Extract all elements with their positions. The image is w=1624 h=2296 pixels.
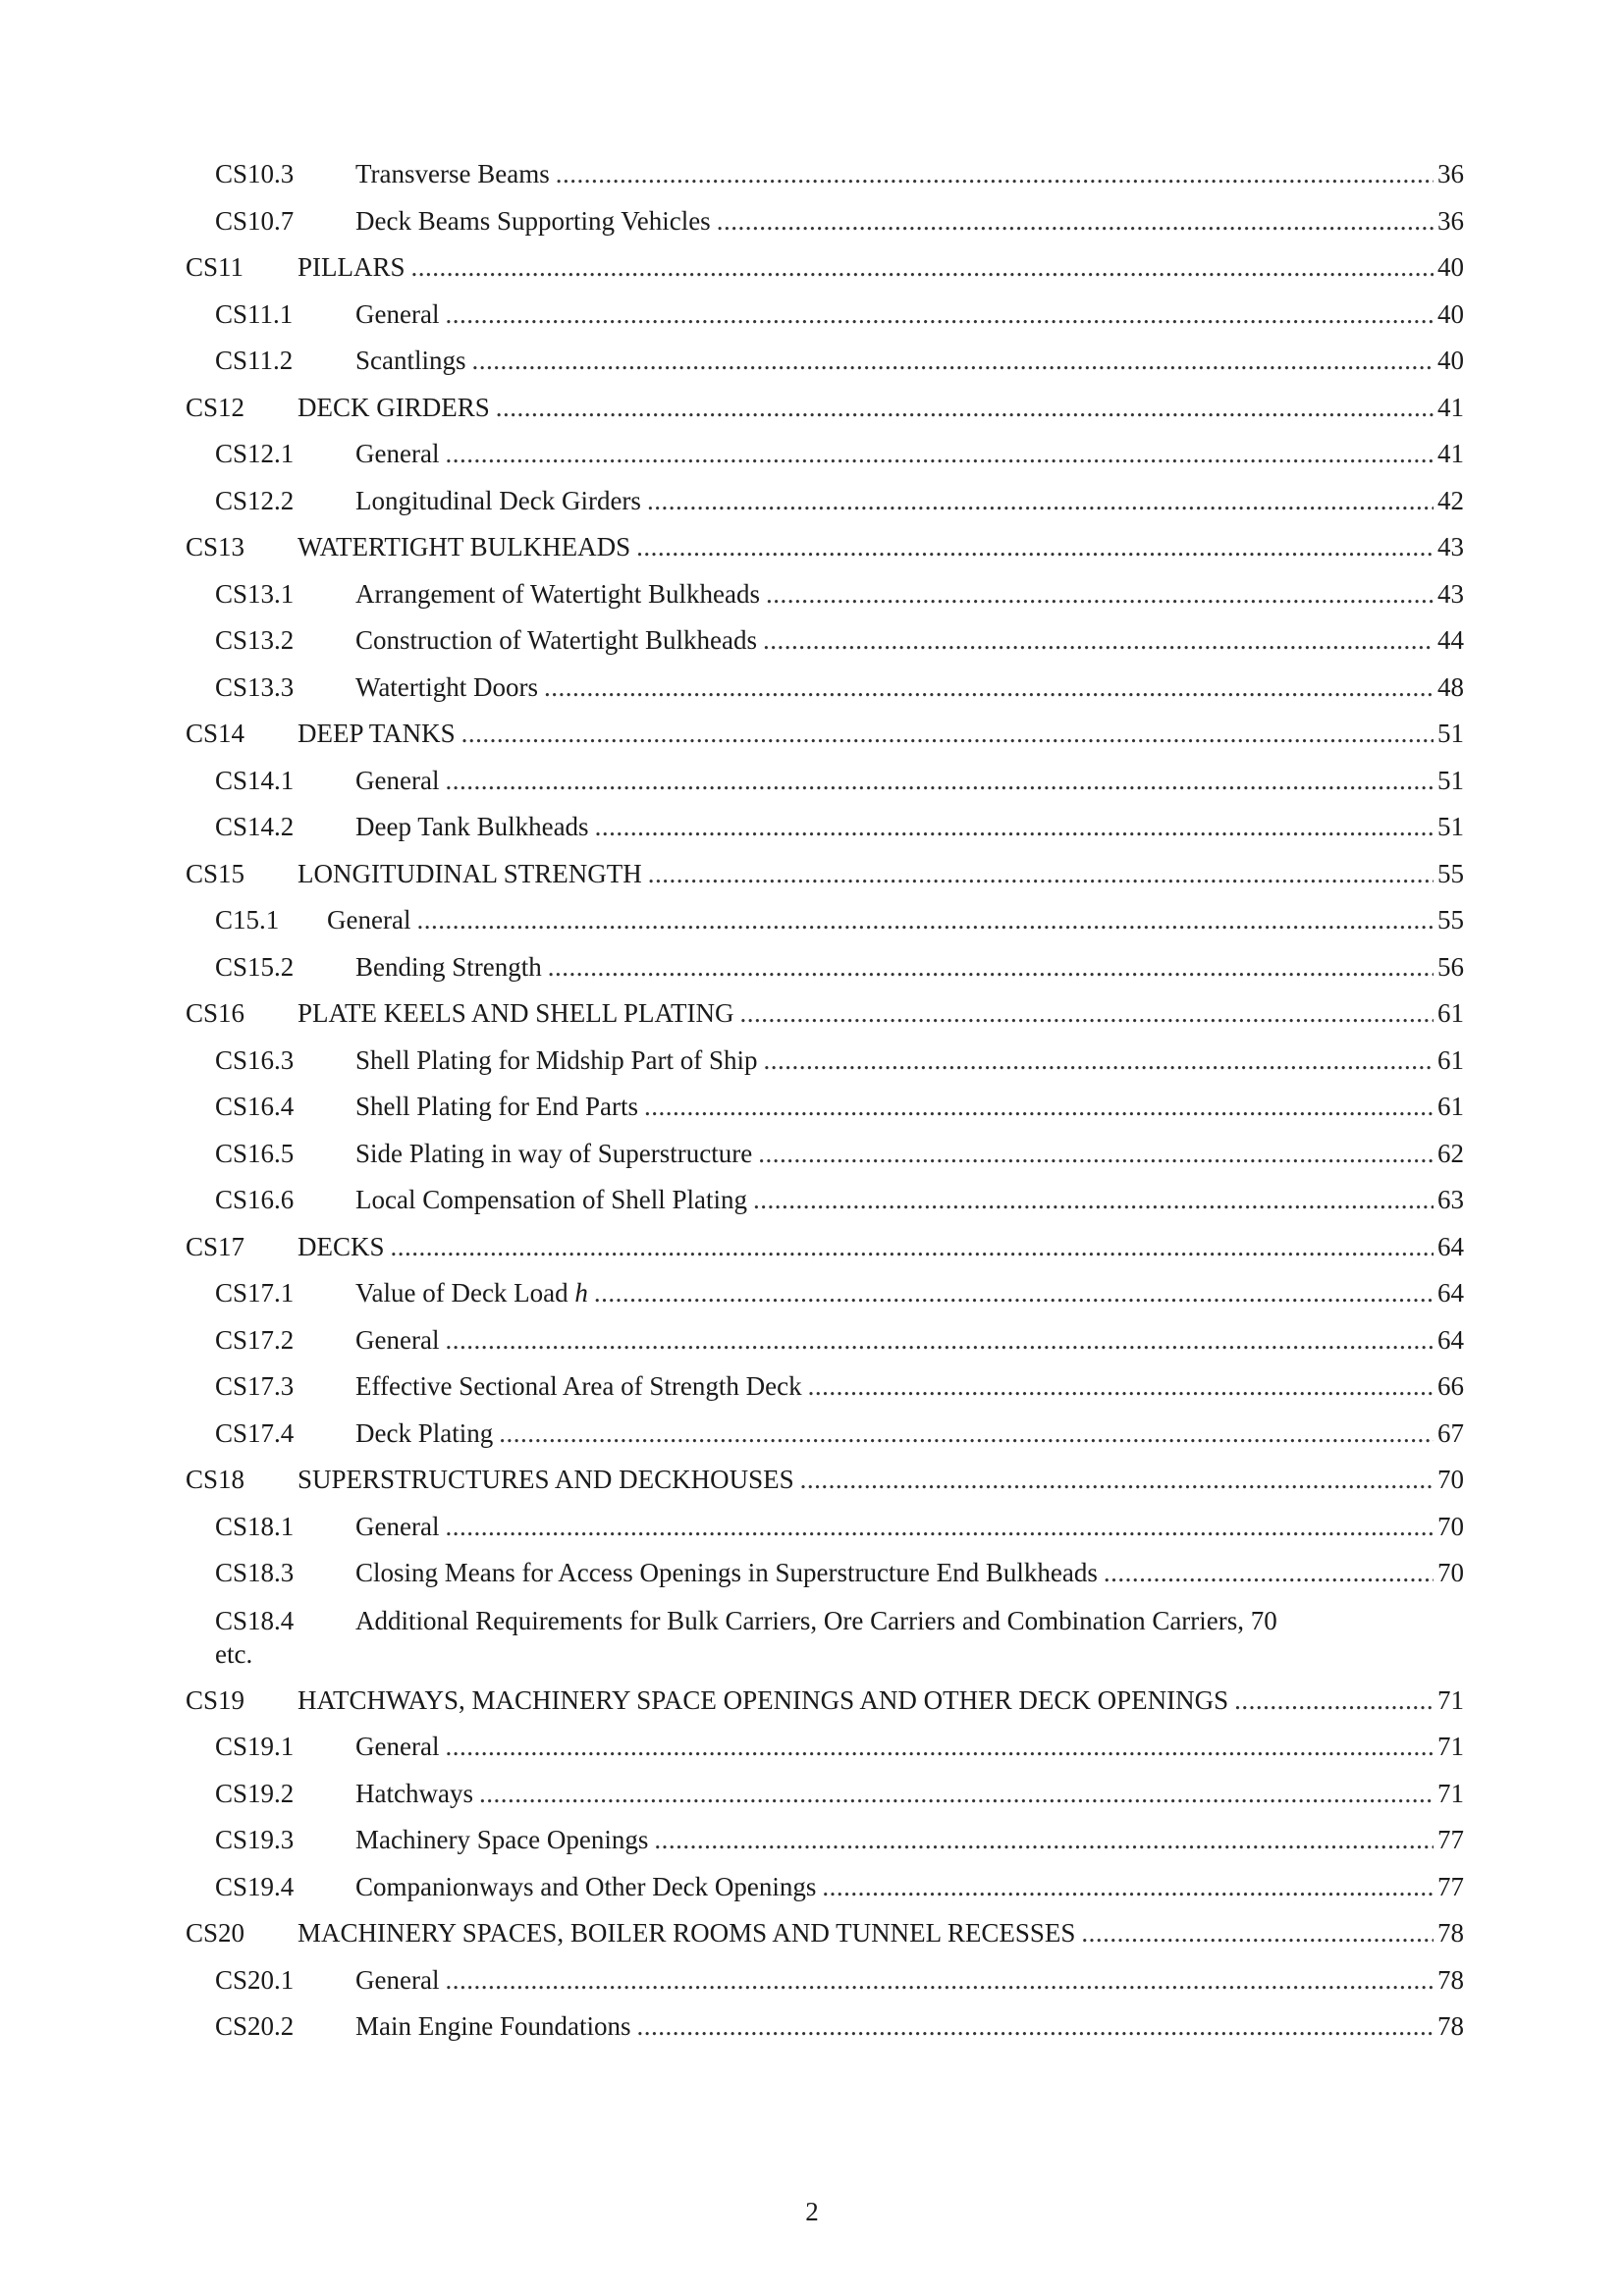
toc-dot-leader: [766, 571, 1434, 618]
toc-entry-title: Transverse Beams: [355, 159, 550, 188]
toc-entry-number: CS16.6: [215, 1185, 295, 1214]
toc-entry-number: CS11: [186, 252, 244, 282]
toc-entry-page: 41: [1437, 392, 1464, 422]
toc-section-entry[interactable]: [0, 617, 1624, 665]
toc-entry-title: Watertight Doors: [355, 671, 539, 702]
toc-dot-leader: [499, 1411, 1434, 1458]
toc-entry-title: Shell Plating for Midship Part of Ship: [355, 1044, 758, 1075]
toc-dot-leader: [636, 2003, 1434, 2051]
toc-entry-number: CS18.4 etc.: [215, 1605, 295, 1669]
toc-dot-leader: [654, 1817, 1434, 1864]
toc-chapter-entry[interactable]: [0, 851, 1624, 898]
toc-entry-title: Value of Deck Load h: [355, 1278, 588, 1308]
toc-entry-title: General: [355, 1324, 440, 1355]
toc-entry-number: CS14.1: [215, 765, 295, 795]
toc-entry-body: [355, 1084, 1464, 1131]
toc-entry-number: CS19.3: [215, 1825, 295, 1854]
toc-dot-leader: [636, 524, 1434, 571]
toc-dot-leader: [461, 711, 1434, 758]
toc-entry-body: [355, 431, 1464, 478]
toc-entry-title: General: [355, 298, 440, 329]
toc-section-entry[interactable]: [0, 1411, 1624, 1458]
toc-entry-title: Arrangement of Watertight Bulkheads: [355, 578, 760, 609]
toc-entry-body: [355, 944, 1464, 991]
toc-entry-title: Bending Strength: [355, 951, 542, 982]
toc-entry-page: 55: [1437, 905, 1464, 934]
toc-entry-page: 51: [1437, 765, 1464, 795]
toc-chapter-entry[interactable]: [0, 244, 1624, 292]
toc-chapter-entry[interactable]: [0, 1457, 1624, 1504]
toc-dot-leader: [594, 1270, 1434, 1317]
toc-entry-number: CS16.4: [215, 1092, 295, 1121]
toc-entry-title: Hatchways: [355, 1778, 473, 1808]
toc-dot-leader: [391, 1224, 1434, 1271]
toc-entry-number: CS14: [186, 719, 245, 748]
toc-chapter-entry[interactable]: [0, 1678, 1624, 1725]
toc-entry-number: CS12.2: [215, 485, 295, 515]
toc-entry-title: PLATE KEELS AND SHELL PLATING: [298, 998, 734, 1028]
toc-dot-leader: [758, 1131, 1434, 1178]
toc-entry-page: 51: [1437, 719, 1464, 748]
toc-entry-number: CS17.2: [215, 1324, 295, 1355]
toc-dot-leader: [445, 758, 1434, 805]
toc-entry-page: 43: [1437, 532, 1464, 561]
toc-entry-number: CS12.1: [215, 439, 295, 468]
toc-entry-number: CS13.2: [215, 625, 295, 655]
toc-entry-number: CS16.5: [215, 1138, 295, 1168]
toc-dot-leader: [764, 1038, 1434, 1085]
toc-entry-body: [298, 524, 1464, 571]
toc-dot-leader: [445, 1317, 1434, 1364]
toc-entry-body: [355, 1177, 1464, 1224]
toc-entry-title: General: [327, 905, 411, 934]
toc-entry-title: SUPERSTRUCTURES AND DECKHOUSES: [298, 1465, 794, 1494]
toc-entry-number: CS10.3: [215, 159, 295, 188]
toc-entry-body: [298, 1457, 1464, 1504]
toc-entry-page: 71: [1437, 1778, 1464, 1808]
toc-entry-body: [355, 478, 1464, 525]
toc-dot-leader: [445, 431, 1434, 478]
toc-dot-leader: [445, 1504, 1434, 1551]
toc-dot-leader: [544, 665, 1434, 712]
toc-entry-number: CS11.2: [215, 346, 294, 375]
toc-entry-title: General: [355, 1511, 440, 1541]
toc-entry-number: CS13.3: [215, 671, 295, 702]
toc-section-entry[interactable]: [0, 1038, 1624, 1085]
toc-entry-title: MACHINERY SPACES, BOILER ROOMS AND TUNNEL RECESSES: [298, 1918, 1076, 1948]
toc-entry-page: 43: [1437, 578, 1464, 609]
toc-entry-title: General: [355, 765, 440, 795]
toc-section-entry[interactable]: [0, 1864, 1624, 1911]
toc-entry-body: [298, 711, 1464, 758]
toc-dot-leader: [411, 244, 1434, 292]
toc-entry-page: 64: [1437, 1231, 1464, 1261]
toc-entry-page: 63: [1437, 1185, 1464, 1214]
toc-section-entry[interactable]: [0, 804, 1624, 851]
toc-section-entry[interactable]: [0, 1084, 1624, 1131]
toc-entry-body: [355, 1724, 1464, 1771]
toc-entry-page: 77: [1437, 1825, 1464, 1854]
toc-dot-leader: [472, 338, 1435, 385]
toc-entry-body: [355, 804, 1464, 851]
toc-entry-page: 55: [1437, 858, 1464, 888]
toc-entry-body: [355, 1550, 1464, 1597]
toc-entry-title: Effective Sectional Area of Strength Deck: [355, 1371, 802, 1401]
toc-entry-number: CS18: [186, 1465, 245, 1494]
toc-section-entry[interactable]: [0, 758, 1624, 805]
toc-section-entry[interactable]: [0, 1817, 1624, 1864]
toc-entry-body: [355, 1038, 1464, 1085]
toc-entry-body: [327, 897, 1464, 944]
toc-entry-number: CS17: [186, 1231, 245, 1261]
toc-entry-number: CS14.2: [215, 812, 295, 841]
toc-dot-leader: [445, 1724, 1434, 1771]
toc-entry-body: [355, 292, 1464, 339]
toc-dot-leader: [753, 1177, 1434, 1224]
toc-entry-title: Companionways and Other Deck Openings: [355, 1871, 817, 1901]
toc-entry-number: CS20: [186, 1918, 245, 1948]
toc-section-entry[interactable]: [0, 1363, 1624, 1411]
toc-section-entry[interactable]: [0, 1504, 1624, 1551]
toc-dot-leader: [416, 897, 1434, 944]
toc-entry-title: WATERTIGHT BULKHEADS: [298, 532, 631, 561]
toc-dot-leader: [822, 1864, 1434, 1911]
toc-entry-page: 51: [1437, 812, 1464, 841]
toc-entry-body: [355, 1363, 1464, 1411]
toc-entry-number: CS18.1: [215, 1511, 295, 1541]
toc-entry-body: [355, 1817, 1464, 1864]
toc-dot-leader: [800, 1457, 1434, 1504]
toc-entry-body: [355, 1270, 1464, 1317]
toc-section-entry[interactable]: [0, 1317, 1624, 1364]
deck-load-symbol: h: [574, 1278, 588, 1308]
toc-entry-number: CS15.2: [215, 951, 295, 982]
toc-entry-body: [355, 1317, 1464, 1364]
toc-entry-page: 67: [1437, 1417, 1464, 1448]
toc-entry-number: CS19.1: [215, 1732, 295, 1761]
toc-entry-title: Scantlings: [355, 346, 466, 375]
toc-entry-body: [298, 851, 1464, 898]
toc-entry-body: [355, 758, 1464, 805]
toc-entry-page: 36: [1437, 205, 1464, 236]
toc-entry-body: [355, 617, 1464, 665]
toc-entry-body: [355, 338, 1464, 385]
toc-entry-title: Deck Beams Supporting Vehicles: [355, 205, 711, 236]
toc-entry-number: CS20.2: [215, 2011, 295, 2041]
table-of-contents: [0, 151, 1624, 2051]
toc-entry-title: HATCHWAYS, MACHINERY SPACE OPENINGS AND OTHER DECK OPENINGS: [298, 1684, 1229, 1715]
toc-entry-title: PILLARS: [298, 252, 406, 282]
toc-entry-page: 40: [1437, 252, 1464, 282]
toc-entry-page: 66: [1437, 1371, 1464, 1401]
toc-entry-number: CS20.1: [215, 1964, 295, 1995]
toc-entry-body: [298, 385, 1464, 432]
toc-entry-title: Deep Tank Bulkheads: [355, 812, 589, 841]
toc-section-entry[interactable]: [0, 292, 1624, 339]
toc-entry-number: CS19: [186, 1684, 245, 1715]
toc-entry-title: DECK GIRDERS: [298, 392, 490, 422]
toc-entry-title: Local Compensation of Shell Plating: [355, 1185, 747, 1214]
toc-entry-page: 40: [1437, 346, 1464, 375]
toc-section-entry[interactable]: [0, 1270, 1624, 1317]
toc-section-entry[interactable]: [0, 1771, 1624, 1818]
toc-entry-body: [355, 2003, 1464, 2051]
toc-entry-title: Machinery Space Openings: [355, 1825, 649, 1854]
toc-section-entry[interactable]: [0, 944, 1624, 991]
toc-entry-number: CS19.2: [215, 1778, 295, 1808]
toc-entry-number: CS18.3: [215, 1558, 295, 1587]
toc-entry-title: Main Engine Foundations: [355, 2011, 631, 2041]
toc-section-entry[interactable]: [0, 1177, 1624, 1224]
toc-entry-body: [298, 244, 1464, 292]
page-number: 2: [805, 2197, 819, 2226]
toc-entry-body: [355, 1957, 1464, 2004]
toc-entry-body: [355, 1504, 1464, 1551]
toc-dot-leader: [445, 1957, 1434, 2004]
toc-entry-body: [355, 1411, 1464, 1458]
toc-entry-body: [298, 990, 1464, 1038]
toc-section-entry[interactable]: [0, 665, 1624, 712]
toc-entry-page: 78: [1437, 1964, 1464, 1995]
toc-entry-number: CS12: [186, 392, 245, 422]
toc-entry-page: 64: [1437, 1324, 1464, 1355]
toc-dot-leader: [1234, 1678, 1434, 1725]
toc-entry-body: [298, 1910, 1464, 1957]
toc-entry-number: CS17.1: [215, 1278, 295, 1308]
toc-chapter-entry[interactable]: [0, 1910, 1624, 1957]
toc-section-entry[interactable]: [0, 1957, 1624, 2004]
toc-section-entry[interactable]: [0, 1131, 1624, 1178]
toc-entry-number: CS15: [186, 858, 245, 888]
toc-chapter-entry[interactable]: [0, 1224, 1624, 1271]
toc-entry-page: 77: [1437, 1871, 1464, 1901]
toc-entry-title: General: [355, 439, 440, 468]
toc-entry-title: DEEP TANKS: [298, 719, 456, 748]
toc-dot-leader: [556, 151, 1434, 198]
toc-dot-leader: [717, 198, 1434, 245]
toc-section-entry[interactable]: [0, 151, 1624, 198]
toc-entry-title: General: [355, 1964, 440, 1995]
toc-entry-title: Deck Plating: [355, 1417, 494, 1448]
toc-entry-page: 71: [1437, 1732, 1464, 1761]
toc-entry-page: 64: [1437, 1278, 1464, 1308]
toc-section-entry[interactable]: [0, 198, 1624, 245]
toc-entry-title: Side Plating in way of Superstructure: [355, 1138, 753, 1168]
toc-entry-body: [355, 1131, 1464, 1178]
toc-entry-page: 48: [1437, 671, 1464, 702]
toc-entry-number: CS16.3: [215, 1044, 295, 1075]
toc-entry-page: 70: [1437, 1465, 1464, 1494]
toc-dot-leader: [479, 1771, 1434, 1818]
toc-dot-leader: [648, 851, 1434, 898]
toc-entry-page: 42: [1437, 485, 1464, 515]
toc-entry-title: Additional Requirements for Bulk Carriers, Ore Carriers and Combination Carriers, 70: [355, 1605, 1277, 1635]
toc-entry-number: CS19.4: [215, 1871, 295, 1901]
toc-entry-title: Longitudinal Deck Girders: [355, 485, 641, 515]
toc-entry-page: 61: [1437, 998, 1464, 1028]
toc-entry-body: [355, 1864, 1464, 1911]
toc-entry-number: CS16: [186, 998, 245, 1028]
toc-section-entry[interactable]: [0, 1550, 1624, 1597]
toc-entry-body: [355, 1771, 1464, 1818]
toc-section-entry[interactable]: [0, 1597, 1624, 1678]
toc-entry-page: 62: [1437, 1138, 1464, 1168]
toc-section-entry[interactable]: [0, 338, 1624, 385]
toc-dot-leader: [1081, 1910, 1434, 1957]
toc-entry-body: [355, 571, 1464, 618]
toc-section-entry[interactable]: [0, 897, 1624, 944]
toc-entry-body: [355, 1604, 1464, 1637]
toc-entry-title: General: [355, 1732, 440, 1761]
toc-entry-number: CS17.3: [215, 1371, 295, 1401]
toc-entry-number: CS13: [186, 532, 245, 561]
toc-entry-page: 61: [1437, 1092, 1464, 1121]
toc-chapter-entry[interactable]: [0, 385, 1624, 432]
toc-entry-page: 56: [1437, 951, 1464, 982]
toc-section-entry[interactable]: [0, 571, 1624, 618]
toc-entry-page: 71: [1437, 1684, 1464, 1715]
toc-dot-leader: [496, 385, 1434, 432]
toc-dot-leader: [595, 804, 1434, 851]
toc-entry-body: [298, 1678, 1464, 1725]
toc-entry-number: C15.1: [215, 905, 280, 934]
toc-entry-page: 40: [1437, 298, 1464, 329]
toc-entry-body: [298, 1224, 1464, 1271]
toc-section-entry[interactable]: [0, 478, 1624, 525]
toc-entry-body: [355, 665, 1464, 712]
toc-entry-title: LONGITUDINAL STRENGTH: [298, 858, 642, 888]
toc-entry-number: CS11.1: [215, 298, 294, 329]
toc-entry-page: 61: [1437, 1044, 1464, 1075]
toc-entry-page: 36: [1437, 159, 1464, 188]
toc-dot-leader: [647, 478, 1434, 525]
toc-chapter-entry[interactable]: [0, 711, 1624, 758]
toc-entry-number: CS10.7: [215, 205, 295, 236]
toc-section-entry[interactable]: [0, 1724, 1624, 1771]
toc-entry-title: Shell Plating for End Parts: [355, 1092, 638, 1121]
toc-dot-leader: [1104, 1550, 1434, 1597]
toc-entry-number: CS17.4: [215, 1417, 295, 1448]
toc-chapter-entry[interactable]: [0, 990, 1624, 1038]
toc-entry-title: DECKS: [298, 1231, 385, 1261]
toc-entry-number: CS13.1: [215, 578, 295, 609]
toc-entry-title: Construction of Watertight Bulkheads: [355, 625, 758, 655]
toc-chapter-entry[interactable]: [0, 524, 1624, 571]
toc-entry-page: 78: [1437, 2011, 1464, 2041]
toc-section-entry[interactable]: [0, 2003, 1624, 2051]
toc-dot-leader: [808, 1363, 1434, 1411]
toc-entry-title: Closing Means for Access Openings in Superstructure End Bulkheads: [355, 1558, 1098, 1587]
toc-dot-leader: [445, 292, 1434, 339]
toc-dot-leader: [548, 944, 1434, 991]
toc-entry-page: 70: [1437, 1558, 1464, 1587]
toc-entry-page: 44: [1437, 625, 1464, 655]
toc-dot-leader: [763, 617, 1434, 665]
toc-entry-page: 78: [1437, 1918, 1464, 1948]
toc-section-entry[interactable]: [0, 431, 1624, 478]
toc-dot-leader: [644, 1084, 1434, 1131]
toc-entry-page: 41: [1437, 439, 1464, 468]
toc-entry-page: 70: [1437, 1511, 1464, 1541]
toc-entry-body: [355, 198, 1464, 245]
toc-entry-body: [355, 151, 1464, 198]
toc-dot-leader: [740, 990, 1435, 1038]
